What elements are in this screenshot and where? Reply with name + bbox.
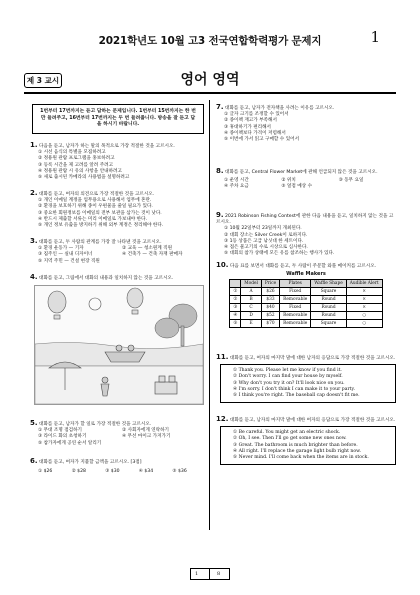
answer-choices-box (220, 426, 396, 465)
table-row (230, 320, 382, 328)
question-stem: 대화를 듣고, 여자가 지불할 금액을 고르시오. [3점] (39, 460, 142, 465)
option: ② $28 (71, 469, 86, 475)
question-stem: 대화를 듣고, 남자가 할 일로 가장 적절한 것을 고르시오. (39, 422, 152, 427)
option: ④ 종이책보다 가격이 저렴해서 (224, 130, 286, 136)
table-cell: $70 (261, 320, 279, 328)
question-number: 3. (30, 237, 38, 245)
table-cell: Removable (280, 312, 311, 320)
table-cell: E (241, 320, 262, 328)
session-label: 제 3 교시 (24, 73, 62, 88)
option: ③ 라이드 화의 초청하기 (38, 434, 87, 440)
question-stem: 다음을 듣고, 남자가 하는 말의 목적으로 가장 적절한 것을 고르시오. (39, 144, 175, 149)
question-number: 5. (30, 419, 38, 427)
option: ③ Why don't you try it on? It'll look nice on you. (233, 380, 345, 386)
option: ① 환경 운동가 — 기자 (38, 246, 84, 252)
table-caption: Waffle Makers (286, 271, 326, 278)
question-4 (30, 274, 206, 420)
option: ③ 휴대하기가 편리해서 (224, 124, 271, 130)
question-8 (216, 168, 396, 212)
question-number: 7. (216, 103, 224, 111)
option: ⑤ 새로 출시된 카메라의 사용법을 설명하려고 (38, 175, 130, 181)
question-number: 6. (30, 457, 38, 465)
option: ② 사회자에게 연락하기 (122, 428, 169, 434)
question-12 (216, 416, 396, 465)
table-cell: B (241, 296, 262, 304)
option: ⑤ 개인 정보 유출을 방지하기 위해 외부 계정은 정리해야 한다. (38, 223, 164, 229)
question-stem: 대화를 듣고, Central Flower Market에 관해 언급되지 않은 것을 고르시오. (225, 170, 378, 175)
option: ② 교육 — 청소원계 직원 (122, 246, 173, 252)
question-stem: 대화를 듣고, 두 사람의 관계를 가장 잘 나타낸 것을 고르시오. (39, 240, 162, 245)
option: ① Thank you. Please let me know if you find it. (233, 368, 342, 374)
column-divider (209, 100, 210, 530)
table-cell: $52 (261, 312, 279, 320)
option: ① 글자 크기를 조정할 수 있어서 (224, 112, 289, 118)
question-number: 8. (216, 167, 224, 175)
option: ⑤ Never mind. I'll come back when the items are in stock. (233, 455, 369, 461)
question-9 (216, 212, 396, 262)
option: ⑤ I think you're right. The baseball cap doesn't fit me. (233, 393, 360, 399)
option: ① 무대 조명 점검하기 (38, 428, 83, 434)
option: ⑤ $36 (172, 469, 187, 475)
question-stem: 대화를 듣고, 남자의 마지막 말에 대한 여자의 응답으로 가장 적절한 것을 고르시오. (229, 418, 396, 423)
table-cell: × (346, 288, 382, 296)
table-cell: Fixed (280, 288, 311, 296)
option: ③ 동무 요일 (338, 178, 364, 184)
option: ④ 무선 마이크 가져가기 (122, 434, 171, 440)
illustration-beach-scene (34, 285, 204, 405)
table-cell: Square (311, 320, 347, 328)
table-cell: D (241, 312, 262, 320)
table-cell: Removable (280, 296, 311, 304)
option: ② 종이책 재고가 부족해서 (224, 118, 277, 124)
table-cell: Round (311, 304, 347, 312)
question-number: 4. (30, 273, 38, 281)
question-10 (216, 262, 396, 354)
subject-title: 영어 영역 (180, 72, 240, 88)
option: ③ 등록 시간을 제 고려를 알려 주려고 (38, 162, 114, 168)
table-header: Plates (280, 280, 311, 288)
option: ③ 중요한 회원정보를 이메일의 전부 보관을 삼가는 것이 낫다. (38, 210, 162, 216)
question-stem: 다음 표를 보면서 대화를 듣고, 두 사람이 주문할 와플 메이커를 고르시오. (229, 264, 377, 269)
table-row (230, 312, 382, 320)
question-number: 9. (216, 211, 224, 219)
option: ③ 집주인 — 실내 디자이너 (38, 252, 93, 258)
question-11 (216, 354, 396, 416)
option: ② 위치 (281, 178, 296, 184)
table-cell: × (346, 296, 382, 304)
option: ① Be careful. You might get an electric shock. (233, 430, 341, 436)
table-cell: ○ (346, 320, 382, 328)
table-cell: × (346, 304, 382, 312)
left-column (30, 104, 206, 475)
option: ① 10월 22일부터 23일까지 개최된다. (224, 226, 302, 232)
option: ④ 정용원 관람 시 유의 사항을 안내하려고 (38, 168, 122, 174)
option: ③ Great. The bathroom is much brighter than before. (233, 442, 358, 448)
table-cell: $26 (261, 288, 279, 296)
table-cell: ⑤ (230, 320, 241, 328)
page-footer (190, 568, 230, 580)
table-header: Waffle Shape (311, 280, 347, 288)
table-cell: Removable (280, 320, 311, 328)
question-stem: 2021 Robinson Fishing Contest에 관한 다음 내용을 듣고, 일치하지 않는 것을 고르시오. (216, 214, 394, 226)
exam-title: 2021학년도 10월 고3 전국연합학력평가 문제지 (98, 35, 322, 47)
question-stem: 대화를 듣고, 남자가 전자책을 사려는 이유를 고르시오. (225, 106, 335, 111)
option: ② Don't worry. I can find your house by myself. (233, 374, 343, 380)
option: ④ $34 (138, 469, 154, 475)
option: ③ $30 (105, 469, 120, 475)
option: ② 정용원 관람 프로그램을 홍보하려고 (38, 156, 115, 162)
table-cell: ○ (346, 312, 382, 320)
question-stem: 대화를 듣고, 여자의 의견으로 가장 적절한 것을 고르시오. (39, 192, 155, 197)
question-number: 1. (30, 141, 38, 149)
table-header: Model (241, 280, 262, 288)
option: ① $26 (38, 469, 53, 475)
question-stem: 대화를 듣고, 여자의 마지막 말에 대한 남자의 응답으로 가장 적절한 것을 고르시오. (229, 356, 396, 361)
option: ② Oh, I see. Then I'll go get some new ones now. (233, 436, 347, 442)
table-cell: $33 (261, 296, 279, 304)
table-cell: A (241, 288, 262, 296)
option: ④ 반드시 제출할 서류는 미리 이메일로 가보내야 한다. (38, 216, 147, 222)
question-stem: 대화를 듣고, 그림에서 대화의 내용과 일치하지 않는 것을 고르시오. (39, 276, 174, 281)
option: ④ I'm sorry. I don't think I can make it to your party. (233, 386, 355, 392)
answer-choices-box (220, 364, 396, 403)
option: ⑤ 얼점 예상 수 (281, 184, 313, 190)
table-cell: Round (311, 312, 347, 320)
option: ⑤ 대회의 참가 상태에 모든 유를 참조하는 행사가 있다. (224, 251, 335, 257)
option: ⑤ 지역 주민 — 건설 현장 직원 (38, 258, 100, 264)
option: ⑤ 참가자에게 공연 순서 알리기 (38, 440, 102, 446)
question-3 (30, 238, 206, 274)
listening-notice: 1번부터 17번까지는 듣고 답하는 문제입니다. 1번부터 15번까지는 한 번만 들려주고, 16번부터 17번까지는 두 번 들려줍니다. 방송을 잘 듣고 답을 하시기 바랍니다. (32, 104, 204, 134)
table-header: Audible Alert (346, 280, 382, 288)
question-number: 2. (30, 189, 38, 197)
header-rule (24, 92, 396, 94)
table-cell: Round (311, 296, 347, 304)
table-cell: Square (311, 288, 347, 296)
option: ② 대회 장소는 Silver Creek이 로하지다. (224, 232, 308, 238)
option: ② 환경을 보호하기 위해 종이 우편물을 줄일 필요가 있다. (38, 204, 153, 210)
option: ④ 건축가 — 건축 자재 판매자 (122, 252, 183, 258)
table-row (230, 304, 382, 312)
option: ① 시선 음식의 특별을 모집하려고 (38, 150, 106, 156)
table-header: Price (261, 280, 279, 288)
table-cell: C (241, 304, 262, 312)
table-cell: ④ (230, 312, 241, 320)
table-cell: ① (230, 288, 241, 296)
footer-total: 8 (217, 571, 221, 577)
question-2 (30, 190, 206, 238)
option: ③ 1등 상품은 고급 낚싯대 한 세트이다. (224, 238, 304, 244)
option: ⑤ 이번에 가서 읽고 구매할 수 있어서 (224, 137, 300, 143)
waffle-makers-table (229, 279, 382, 328)
question-1 (30, 142, 206, 190)
option: ④ All right. I'll replace the garage light bulb right now. (233, 448, 361, 454)
table-row (230, 288, 382, 296)
question-6 (30, 458, 206, 475)
right-column (216, 104, 396, 465)
table-header-row (230, 280, 382, 288)
question-number: 12. (216, 415, 229, 423)
option: ④ 주차 요금 (224, 184, 249, 190)
table-cell: ③ (230, 304, 241, 312)
table-cell: $40 (261, 304, 279, 312)
option: ④ 접은 물고기의 수로 시상으로 심사한다. (224, 245, 308, 251)
question-number: 10. (216, 261, 229, 269)
option: ① 운영 시간 (224, 178, 249, 184)
table-cell: Fixed (280, 304, 311, 312)
option: ① 개인 이메일 계정을 업무용으로 사용해서 업무에 혼란. (38, 198, 152, 204)
table-row (230, 296, 382, 304)
question-7 (216, 104, 396, 168)
question-number: 11. (216, 353, 229, 361)
page-number: 1 (370, 28, 380, 46)
question-5 (30, 420, 206, 458)
footer-page: 1 (195, 571, 199, 577)
table-cell: ② (230, 296, 241, 304)
